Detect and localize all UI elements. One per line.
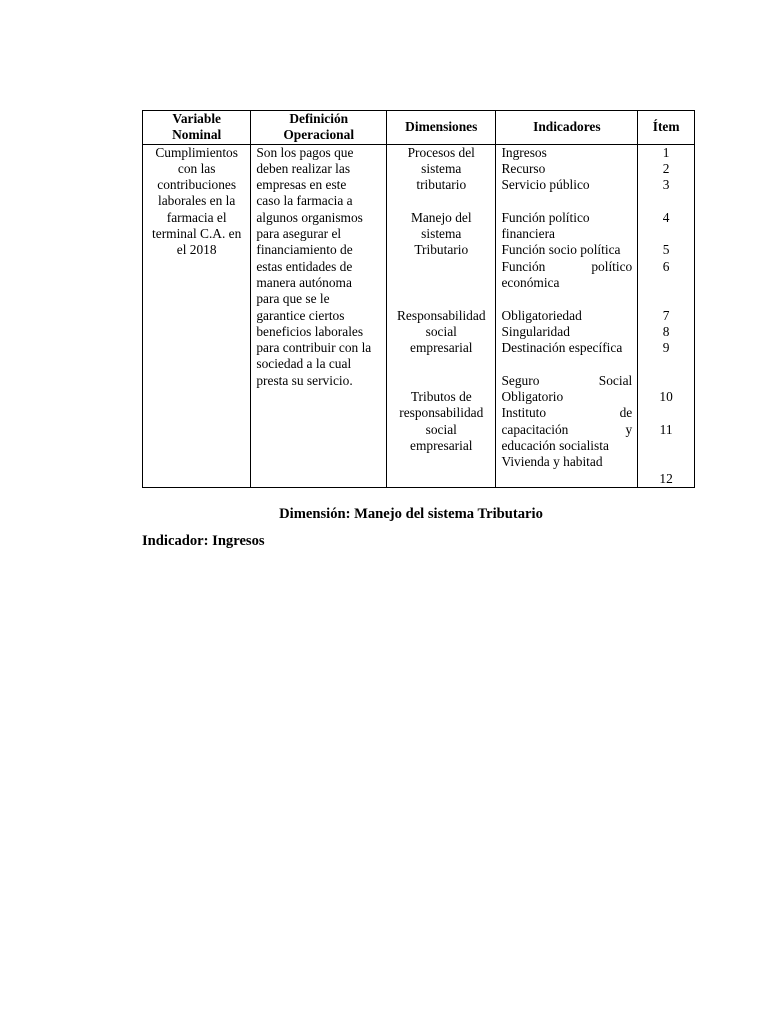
indicator-item: Ingresos [501,144,547,160]
item-number: 2 [662,160,670,176]
item-number: 11 [659,421,673,437]
indicators-cell: Ingresos Recurso Servicio público Función político financiera Función socio política Función político económica Obligatoriedad Singularidad Destinación específica Seguro Social Obligatorio Instituto de capacitación y educación socialista Vivienda y habitad [496,144,638,487]
indicator-heading: Indicador: Ingresos [142,533,265,549]
indicator-item: Vivienda y habitad [501,454,603,470]
operationalization-table [142,110,695,488]
item-number: 7 [662,307,670,323]
item-number: 10 [659,389,673,405]
indicator-item: Singularidad [501,323,570,339]
indicator-item: Obligatoriedad [501,307,582,323]
header-indicators: Indicadores [496,111,638,145]
dimension-heading: Dimensión: Manejo del sistema Tributario [279,506,543,522]
indicator-item: Recurso [501,160,546,176]
definition-cell: Son los pagos que deben realizar las empresas en este caso la farmacia a algunos organismos para asegurar el financiamiento de estas entidades de manera autónoma para que se le garantice ciertos beneficios laborales para contribuir con la sociedad a la cual presta su servicio. [251,144,387,487]
item-number: 1 [662,144,670,160]
item-number: 4 [662,209,670,225]
item-number: 6 [662,258,670,274]
header-definition: Definición Operacional [251,111,387,145]
dimensions-cell: Procesos del sistema tributario Manejo del sistema Tributario Responsabilidad social empresarial Tributos de responsabilidad social empresarial [387,144,496,487]
item-number: 9 [662,340,670,356]
indicator-item: Servicio público [501,177,590,193]
header-item: Ítem [638,111,695,145]
indicator-item: Función político [501,209,590,225]
table-row [143,144,695,487]
item-number: 5 [662,242,670,258]
indicator-item: Instituto de [501,405,633,421]
indicator-item: Destinación específica [501,340,623,356]
table-header-row [143,111,695,145]
indicator-item: Función socio política [501,242,621,258]
header-variable: Variable Nominal [143,111,251,145]
indicator-item: Seguro Social [501,372,633,388]
item-number: 12 [659,470,673,486]
header-dimensions: Dimensiones [387,111,496,145]
indicator-item: Función político [501,258,633,274]
item-number: 8 [662,323,670,339]
item-cell [638,144,695,487]
item-number: 3 [662,177,670,193]
variable-cell: Cumplimientos con las contribuciones laborales en la farmacia el terminal C.A. en el 2018 [143,144,251,487]
